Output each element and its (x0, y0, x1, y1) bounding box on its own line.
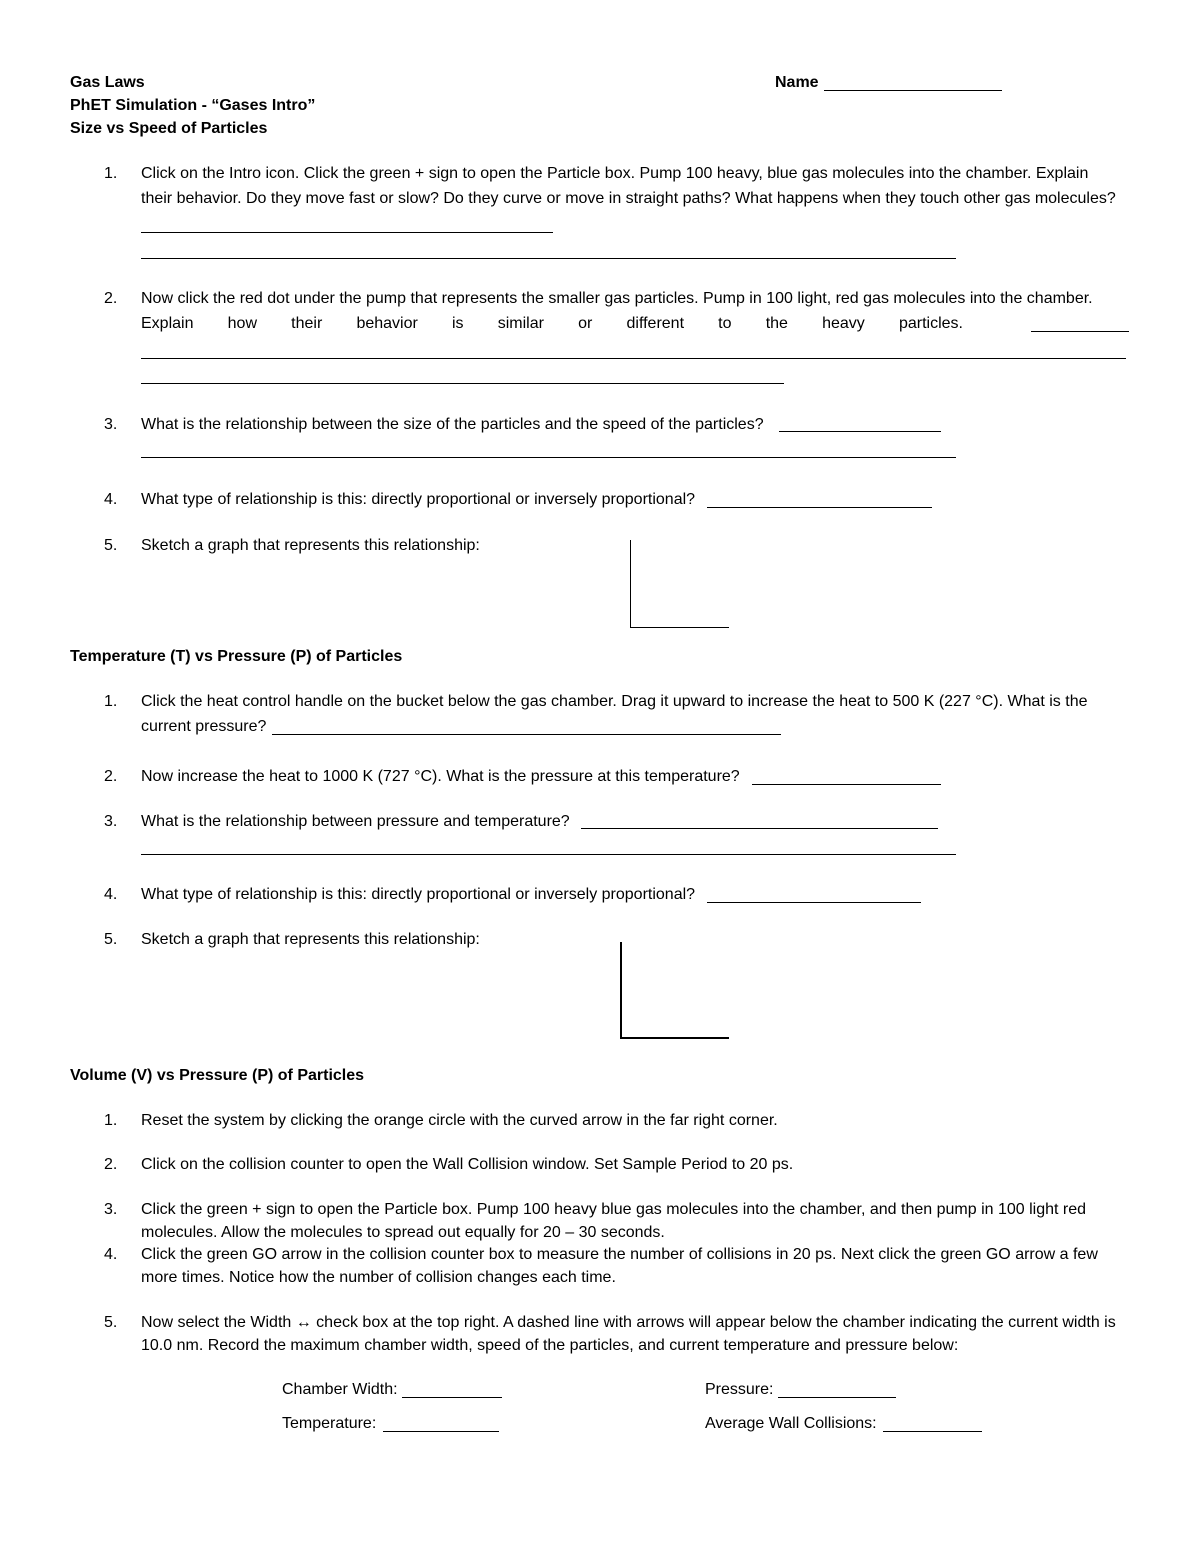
section-volume-pressure-title: Volume (V) vs Pressure (P) of Particles (70, 1067, 365, 1084)
worksheet-subtitle: PhET Simulation - “Gases Intro” (70, 97, 316, 114)
chamber-width-blank[interactable] (402, 1397, 502, 1398)
s1-q2-answer-line-2[interactable] (141, 383, 784, 384)
s2-q3-answer-line-1[interactable] (581, 828, 938, 829)
s2-q4-answer-line[interactable] (707, 902, 921, 903)
s1-q3-answer-line-2[interactable] (141, 457, 956, 458)
s2-q2-text: Now increase the heat to 1000 K (727 °C). What is the pressure at this temperature? (141, 768, 740, 785)
s1-graph-x-axis (630, 627, 729, 628)
s1-q4-number: 4. (104, 491, 118, 508)
s3-q1-text: Reset the system by clicking the orange circle with the curved arrow in the far right corner. (141, 1112, 778, 1129)
s2-q5-number: 5. (104, 931, 118, 948)
chamber-width-label: Chamber Width: (282, 1381, 398, 1398)
s3-q4-line2: more times. Notice how the number of collision changes each time. (141, 1269, 616, 1286)
section-size-speed-title: Size vs Speed of Particles (70, 120, 268, 137)
s1-q2-number: 2. (104, 290, 118, 307)
s3-q2-text: Click on the collision counter to open the Wall Collision window. Set Sample Period to 20 ps. (141, 1156, 794, 1173)
s3-q3-number: 3. (104, 1201, 118, 1218)
s3-q4-line1: Click the green GO arrow in the collision counter box to measure the number of collisions in 20 ps. Next click the green GO arrow a few (141, 1246, 1098, 1263)
s3-q3-line2: molecules. Allow the molecules to spread out equally for 20 – 30 seconds. (141, 1224, 665, 1241)
s1-q1-answer-line-2[interactable] (141, 258, 956, 259)
s1-q1-answer-line-1[interactable] (141, 232, 553, 233)
s2-q1-line1: Click the heat control handle on the bucket below the gas chamber. Drag it upward to increase the heat to 500 K (227 °C). What is the (141, 693, 1088, 710)
s1-q1-number: 1. (104, 165, 118, 182)
s1-q4-text: What type of relationship is this: directly proportional or inversely proportional? (141, 491, 696, 508)
s3-q5-line2: 10.0 nm. Record the maximum chamber width, speed of the particles, and current temperature and pressure below: (141, 1337, 959, 1354)
s2-q3-text: What is the relationship between pressure and temperature? (141, 813, 570, 830)
s2-q1-number: 1. (104, 693, 118, 710)
s2-graph-x-axis (620, 1037, 729, 1039)
s1-q1-line2: their behavior. Do they move fast or slow? Do they curve or move in straight paths? What happens when they touch other gas molecules? (141, 190, 1116, 207)
section-temperature-pressure-title: Temperature (T) vs Pressure (P) of Particles (70, 648, 403, 665)
s1-q2-answer-line-0[interactable] (1031, 331, 1129, 332)
s1-q5-number: 5. (104, 537, 118, 554)
temperature-label: Temperature: (282, 1415, 377, 1432)
s2-q1-answer-line[interactable] (272, 734, 781, 735)
pressure-blank[interactable] (778, 1397, 896, 1398)
s2-q1-line2: current pressure? (141, 718, 267, 735)
s1-q2-line2: Explain how their behavior is similar or different to the heavy particles. (141, 315, 963, 332)
s1-q2-line1: Now click the red dot under the pump that represents the smaller gas particles. Pump in 100 light, red gas molecules into the chamber. (141, 290, 1093, 307)
temperature-blank[interactable] (383, 1431, 499, 1432)
s1-q3-answer-line-1[interactable] (779, 431, 941, 432)
s3-q5-number: 5. (104, 1314, 118, 1331)
wall-collisions-label: Average Wall Collisions: (705, 1415, 877, 1432)
s1-q3-number: 3. (104, 416, 118, 433)
s2-graph-y-axis (620, 942, 622, 1039)
s2-q2-answer-line[interactable] (752, 784, 941, 785)
name-label: Name (775, 74, 819, 91)
s1-graph-y-axis (630, 540, 631, 628)
wall-collisions-blank[interactable] (883, 1431, 982, 1432)
worksheet-title: Gas Laws (70, 74, 145, 91)
pressure-label: Pressure: (705, 1381, 774, 1398)
s3-q2-number: 2. (104, 1156, 118, 1173)
s2-q5-text: Sketch a graph that represents this relationship: (141, 931, 480, 948)
s3-q1-number: 1. (104, 1112, 118, 1129)
s1-q3-text: What is the relationship between the size of the particles and the speed of the particles? (141, 416, 764, 433)
s2-q2-number: 2. (104, 768, 118, 785)
s1-q5-text: Sketch a graph that represents this relationship: (141, 537, 480, 554)
s3-q3-line1: Click the green + sign to open the Particle box. Pump 100 heavy blue gas molecules into the chamber, and then pump in 100 light red (141, 1201, 1087, 1218)
s3-q5-line1: Now select the Width ↔ check box at the top right. A dashed line with arrows will appear below the chamber indicating the current width is (141, 1314, 1116, 1331)
s1-q2-answer-line-1[interactable] (141, 358, 1126, 359)
s2-q4-number: 4. (104, 886, 118, 903)
s2-q3-number: 3. (104, 813, 118, 830)
s2-q3-answer-line-2[interactable] (141, 854, 956, 855)
name-blank[interactable] (824, 90, 1002, 91)
s2-q4-text: What type of relationship is this: directly proportional or inversely proportional? (141, 886, 696, 903)
s1-q1-line1: Click on the Intro icon. Click the green + sign to open the Particle box. Pump 100 heavy, blue gas molecules into the chamber. Explain (141, 165, 1089, 182)
s1-q4-answer-line[interactable] (707, 507, 932, 508)
s3-q4-number: 4. (104, 1246, 118, 1263)
